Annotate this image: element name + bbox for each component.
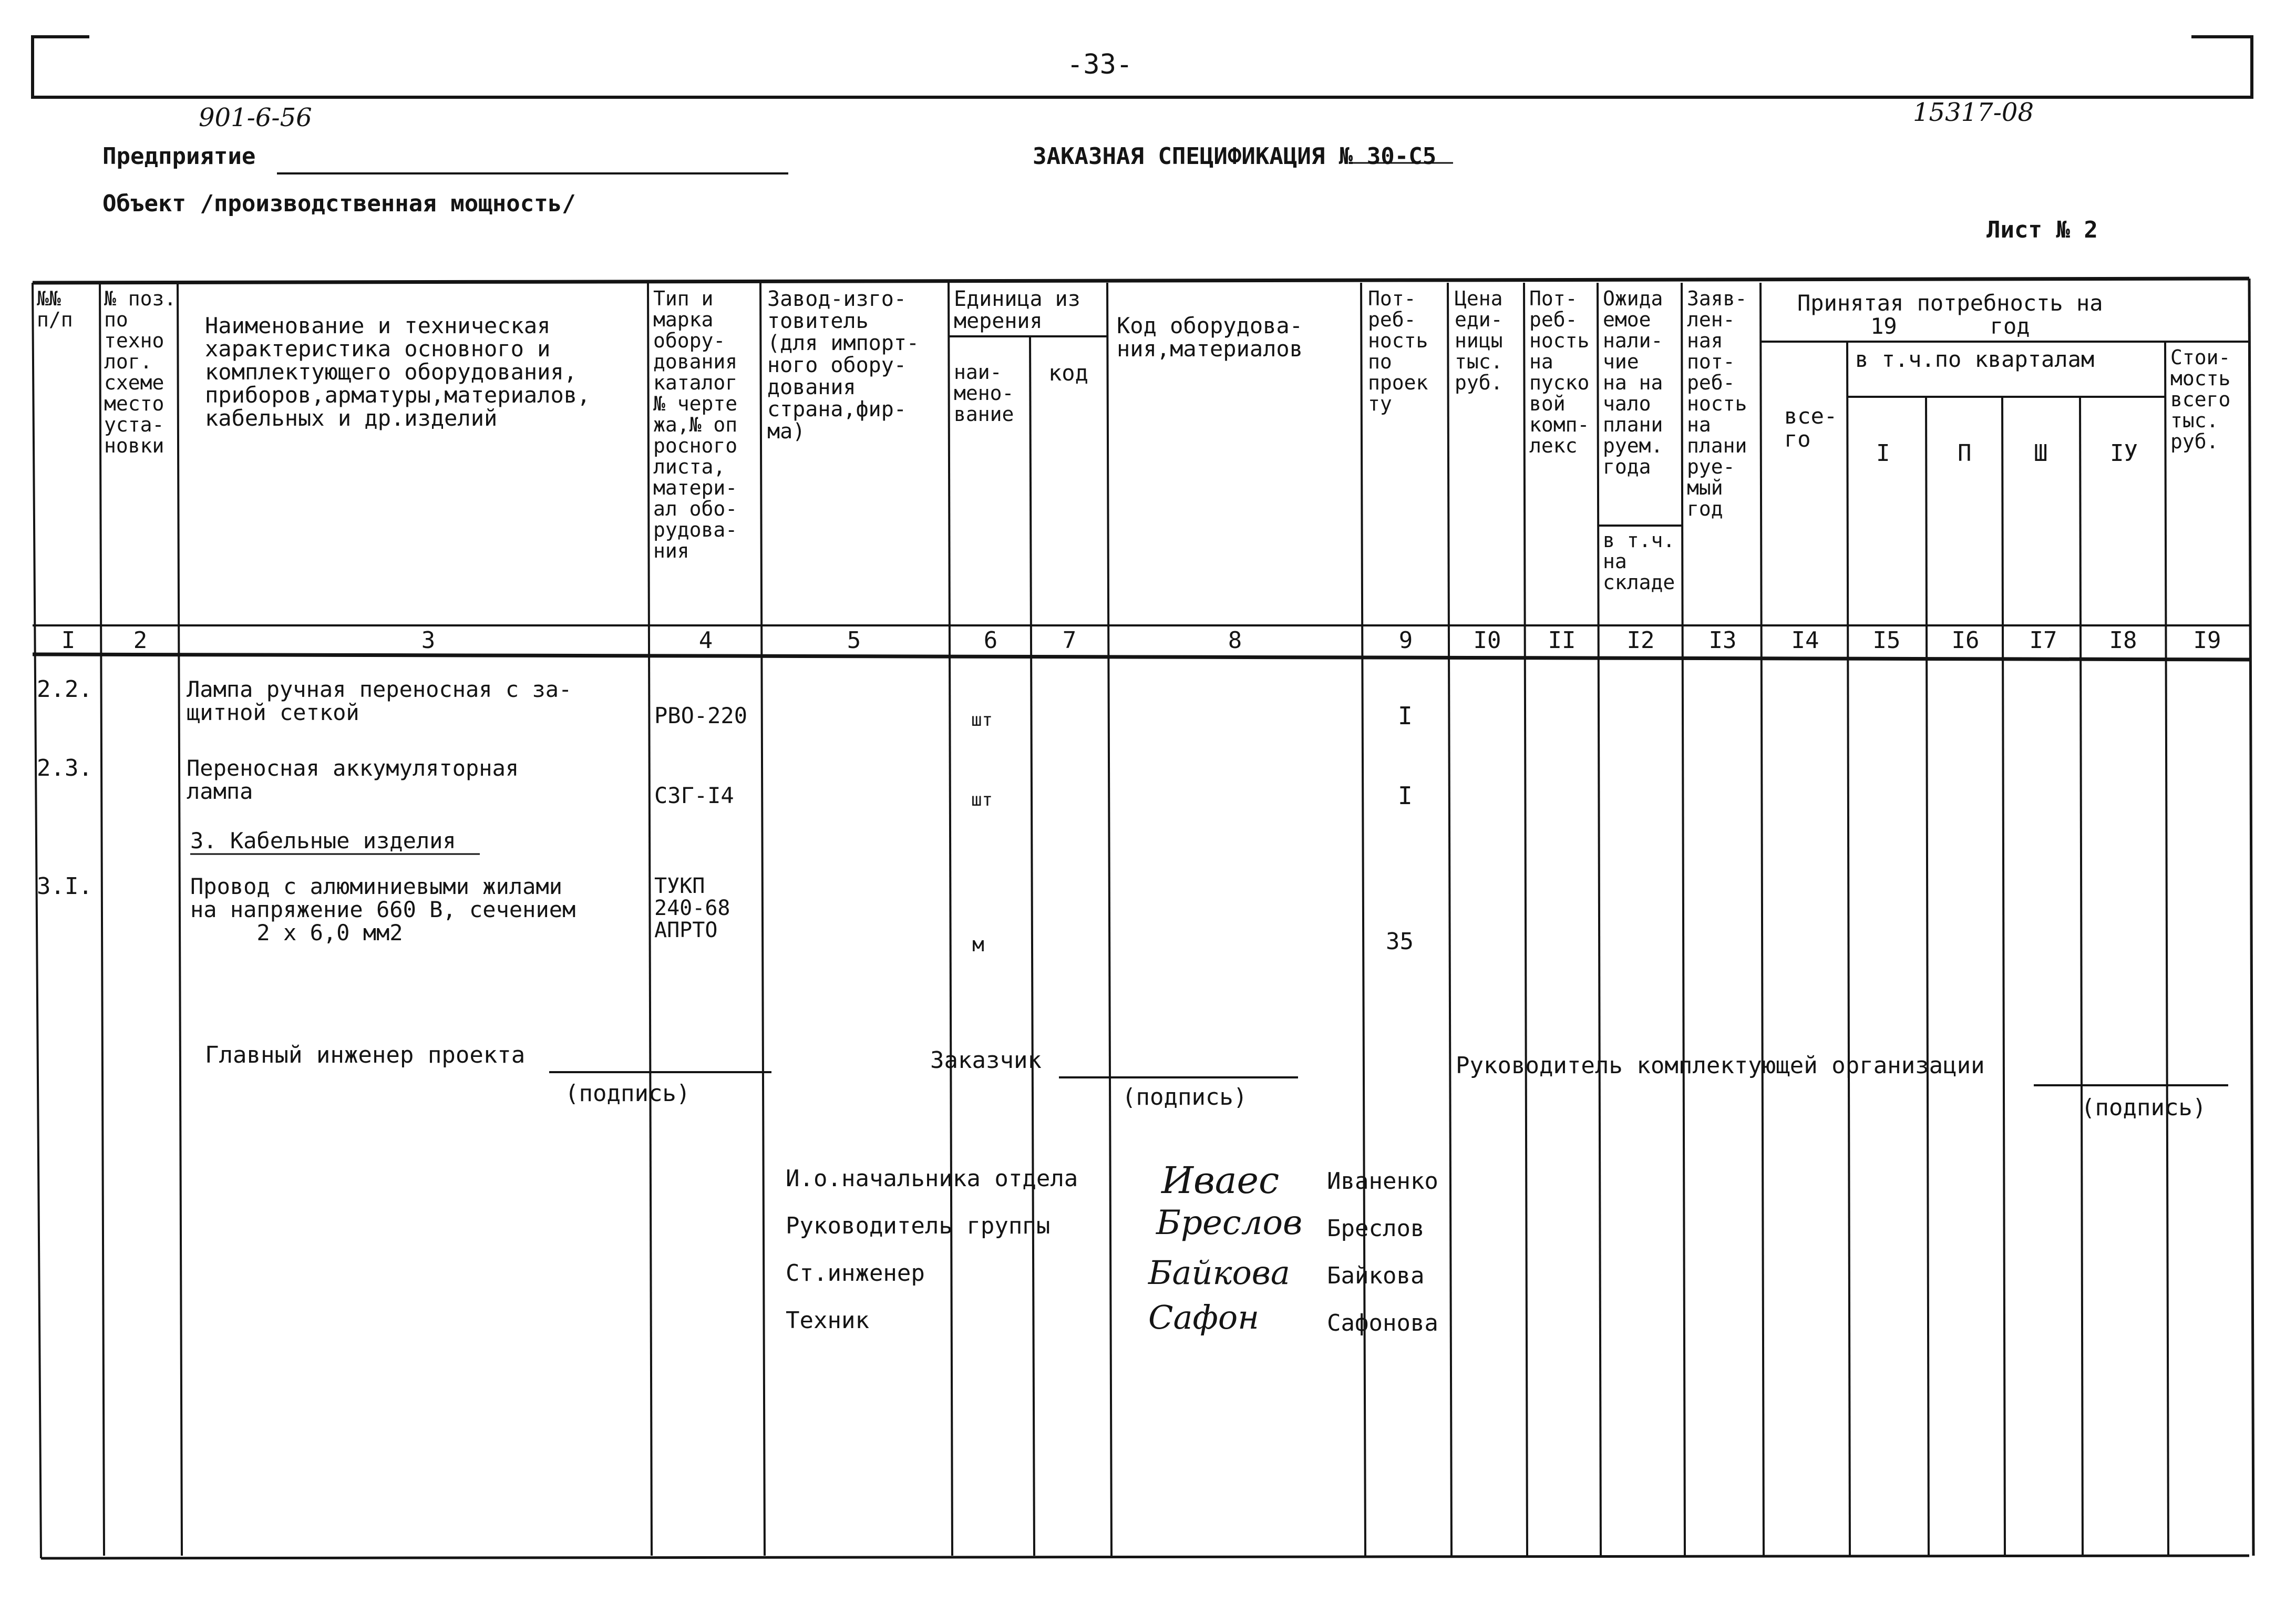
header-expected-stock: Ожида емое нали- чие на на чало плани руем. года <box>1603 287 1663 478</box>
handwritten-signature: Байкова <box>1148 1253 1290 1292</box>
item-type: ТУКП 240-68 АПРТО <box>654 874 730 942</box>
header-unit: Единица из мерения <box>954 287 1080 333</box>
header-quarter-3: Ш <box>2034 440 2048 467</box>
row-number: 2.2. <box>37 676 92 703</box>
staff-name: Сафонова <box>1327 1310 1438 1337</box>
item-quantity: I <box>1398 702 1413 730</box>
column-number: I8 <box>2109 627 2137 654</box>
complect-org-sign-caption: (подпись) <box>2081 1094 2207 1121</box>
staff-name: Байкова <box>1327 1262 1425 1289</box>
column-number: 8 <box>1228 627 1242 654</box>
header-quarters: в т.ч.по кварталам <box>1855 346 2095 372</box>
section-heading: 3. Кабельные изделия <box>190 828 456 854</box>
column-number: I3 <box>1708 627 1737 654</box>
column-number: I <box>61 627 76 654</box>
header-unit-price: Цена еди- ницы тыс. руб. <box>1455 287 1503 394</box>
column-number: I4 <box>1791 627 1819 654</box>
staff-name: Иваненко <box>1327 1168 1438 1195</box>
staff-role: И.о.начальника отдела <box>786 1165 1078 1192</box>
column-number: 4 <box>698 627 713 654</box>
item-quantity: 35 <box>1386 928 1414 955</box>
staff-name: Бреслов <box>1327 1215 1425 1242</box>
header-cost-total: Стои- мость всего тыс. руб. <box>2170 346 2231 453</box>
chief-engineer-sign-caption: (подпись) <box>565 1080 691 1107</box>
header-quarter-2: П <box>1958 440 1972 467</box>
column-number: 2 <box>133 627 148 654</box>
item-quantity: I <box>1398 782 1413 810</box>
header-type: Тип и марка обору- дования каталог № черте жа,№ оп росного листа, матери- ал обо- рудова- ния <box>653 287 738 562</box>
header-quarter-1: I <box>1876 440 1890 467</box>
column-number: 3 <box>421 627 436 654</box>
header-total: все- го <box>1784 403 1838 452</box>
header-unit-name: наи- мено- вание <box>954 361 1014 426</box>
item-unit: шт <box>971 710 993 731</box>
header-manufacturer: Завод-изго- товитель (для импорт- ного обору- дования страна,фир- ма) <box>767 287 919 444</box>
row-number: 2.3. <box>37 755 92 782</box>
column-number: II <box>1548 627 1576 654</box>
item-unit: м <box>972 933 984 956</box>
column-number: I2 <box>1626 627 1655 654</box>
document-code-right: 15317-08 <box>1913 98 2034 127</box>
column-number: I0 <box>1473 627 1501 654</box>
page-title: ЗАКАЗНАЯ СПЕЦИФИКАЦИЯ № 30-С5 <box>1033 143 1437 170</box>
enterprise-label: Предприятие <box>102 143 256 170</box>
item-type: РВО-220 <box>654 703 748 728</box>
header-position: № поз. по техно лог. схеме место уста- новки <box>104 287 177 457</box>
object-label: Объект /производственная мощность/ <box>102 190 576 217</box>
chief-engineer-label: Главный инженер проекта <box>205 1042 526 1068</box>
header-demand-startup: Пот- реб- ность на пуско вой комп- лекс <box>1529 287 1590 457</box>
header-unit-code: код <box>1048 360 1088 386</box>
header-quarter-4: IУ <box>2110 440 2138 467</box>
column-number: 7 <box>1062 627 1077 654</box>
column-number: I9 <box>2193 627 2221 654</box>
header-declared-demand: Заяв- лен- ная пот- реб- ность на плани руе- мый год <box>1687 287 1747 520</box>
header-row-number: №№ п/п <box>37 287 73 331</box>
header-name: Наименование и техническая характеристика основного и комплектующего оборудования, приборов,арматуры,материалов, кабельных и др.изделий <box>205 313 591 431</box>
staff-role: Ст.инженер <box>786 1260 925 1287</box>
item-unit: шт <box>971 789 993 810</box>
handwritten-signature: Иваес <box>1161 1159 1280 1202</box>
column-number: I5 <box>1872 627 1901 654</box>
staff-role: Руководитель группы <box>786 1212 1051 1239</box>
item-name: Провод с алюминиевыми жилами на напряжение 660 В, сечением 2 х 6,0 мм2 <box>190 873 576 945</box>
header-in-warehouse: в т.ч. на складе <box>1603 529 1675 594</box>
item-name: Переносная аккумуляторная лампа <box>187 755 519 804</box>
row-number: 3.I. <box>37 873 92 900</box>
page-number: -33- <box>1067 49 1133 80</box>
item-name: Лампа ручная переносная с за- щитной сеткой <box>187 676 572 725</box>
header-accepted-demand: Принятая потребность на 19 год <box>1797 290 2103 339</box>
handwritten-signature: Бреслов <box>1156 1204 1303 1242</box>
item-type: СЗГ-I4 <box>654 783 734 808</box>
header-equipment-code: Код оборудова- ния,материалов <box>1117 313 1303 362</box>
document-code-left: 901-6-56 <box>199 103 312 132</box>
customer-sign-caption: (подпись) <box>1122 1084 1248 1111</box>
column-number: I6 <box>1951 627 1980 654</box>
column-number: 6 <box>983 627 998 654</box>
column-number: 5 <box>847 627 861 654</box>
customer-label: Заказчик <box>930 1047 1042 1074</box>
handwritten-signature: Сафон <box>1148 1298 1260 1337</box>
complect-org-label: Руководитель комплектующей организации <box>1456 1052 1985 1079</box>
column-number: 9 <box>1398 627 1413 654</box>
sheet-number: Лист № 2 <box>1986 217 2098 243</box>
header-demand-project: Пот- реб- ность по проек ту <box>1368 287 1428 415</box>
column-number: I7 <box>2029 627 2057 654</box>
staff-role: Техник <box>786 1307 869 1334</box>
